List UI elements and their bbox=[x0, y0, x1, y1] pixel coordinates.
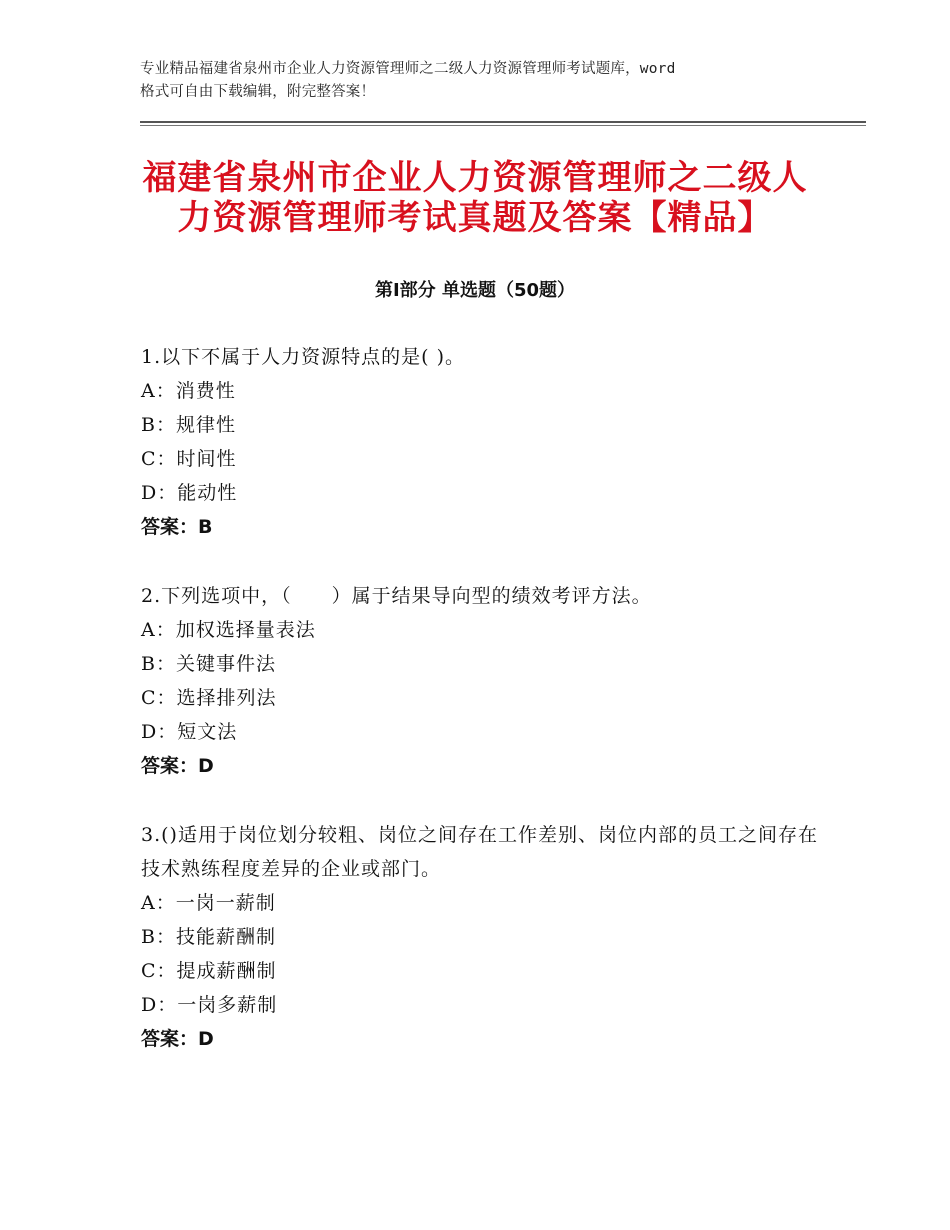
header-divider-thick bbox=[140, 121, 866, 123]
question-text: 2.下列选项中，（ ）属于结果导向型的绩效考评方法。 bbox=[141, 585, 652, 607]
question-3 bbox=[141, 818, 821, 1056]
header-divider-thin bbox=[140, 125, 866, 126]
question-1 bbox=[141, 340, 821, 544]
option-d: D：能动性 bbox=[141, 482, 238, 504]
question-text: 3.()适用于岗位划分较粗、岗位之间存在工作差别、岗位内部的员工之间存在技术熟练程度差异的企业或部门。 bbox=[141, 824, 818, 880]
question-2 bbox=[141, 579, 821, 783]
option-b: B：关键事件法 bbox=[141, 653, 276, 675]
answer: 答案：B bbox=[141, 516, 213, 538]
section-title: 第Ⅰ部分 单选题（50题） bbox=[374, 280, 575, 301]
document-title bbox=[100, 158, 850, 238]
option-c: C：提成薪酬制 bbox=[141, 960, 277, 982]
option-d: D：一岗多薪制 bbox=[141, 994, 278, 1016]
option-a: A：加权选择量表法 bbox=[141, 619, 316, 641]
document-title-line2: 力资源管理师考试真题及答案【精品】 bbox=[177, 198, 773, 238]
answer: 答案：D bbox=[141, 755, 214, 777]
option-b: B：规律性 bbox=[141, 414, 236, 436]
header-note-line2: 格式可自由下载编辑，附完整答案！ bbox=[140, 84, 376, 100]
option-d: D：短文法 bbox=[141, 721, 238, 743]
question-text: 1.以下不属于人力资源特点的是( )。 bbox=[141, 346, 465, 368]
header-note bbox=[140, 58, 820, 104]
option-c: C：时间性 bbox=[141, 448, 237, 470]
document-title-line1: 福建省泉州市企业人力资源管理师之二级人 bbox=[142, 158, 808, 198]
option-b: B：技能薪酬制 bbox=[141, 926, 276, 948]
option-c: C：选择排列法 bbox=[141, 687, 277, 709]
option-a: A：一岗一薪制 bbox=[141, 892, 276, 914]
header-note-line1: 专业精品福建省泉州市企业人力资源管理师之二级人力资源管理师考试题库，word bbox=[140, 61, 676, 77]
option-a: A：消费性 bbox=[141, 380, 236, 402]
answer: 答案：D bbox=[141, 1028, 214, 1050]
